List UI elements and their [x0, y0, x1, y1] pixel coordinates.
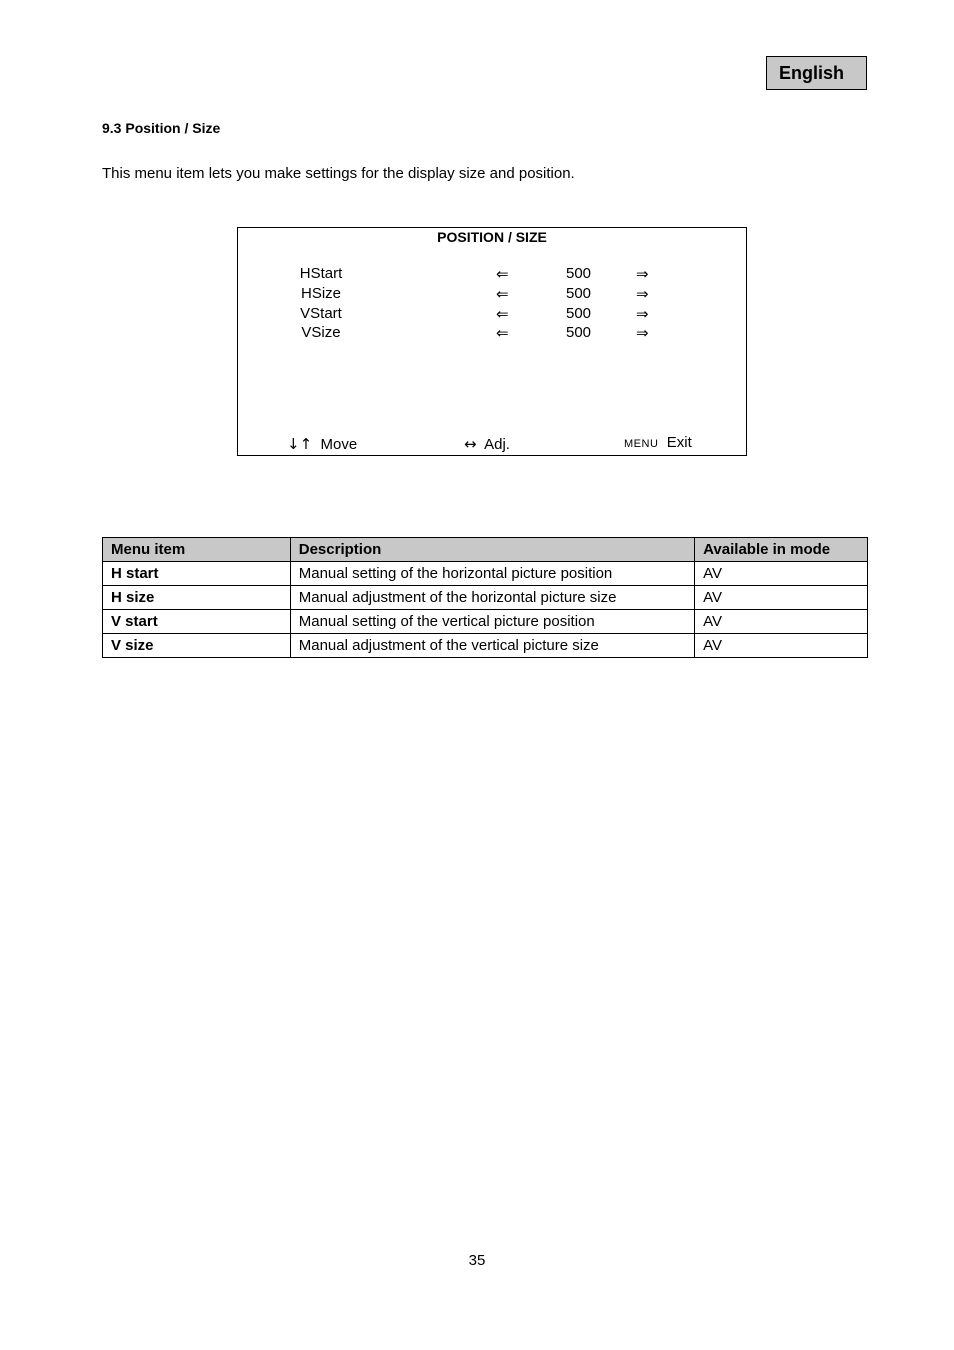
osd-row-value: 500 [566, 285, 592, 302]
right-arrow-icon: ⇒ [636, 324, 649, 342]
mode-cell: AV [695, 634, 868, 658]
osd-row-value: 500 [566, 265, 592, 282]
description-cell: Manual setting of the vertical picture position [290, 610, 694, 634]
up-down-arrow-icon: ↓↑ [287, 435, 313, 453]
osd-row-label: HSize [300, 285, 341, 302]
description-cell: Manual adjustment of the horizontal picture size [290, 586, 694, 610]
osd-row-label: VSize [301, 324, 341, 341]
intro-text: This menu item lets you make settings for the display size and position. [102, 165, 575, 182]
left-arrow-icon: ⇐ [496, 305, 509, 323]
osd-menu-panel [237, 227, 747, 456]
exit-label: Exit [666, 434, 692, 451]
left-right-arrow-icon: ↔ [464, 435, 477, 453]
language-badge: English [766, 56, 867, 90]
osd-row-value: 500 [566, 324, 592, 341]
left-arrow-icon: ⇐ [496, 324, 509, 342]
osd-title: POSITION / SIZE [437, 229, 547, 245]
osd-move-hint [287, 435, 357, 453]
osd-row-label: VStart [300, 305, 342, 322]
adjust-label: Adj. [484, 436, 510, 453]
page-number: 35 [468, 1252, 486, 1269]
mode-cell: AV [695, 610, 868, 634]
menu-item-cell: V start [103, 610, 291, 634]
section-title: 9.3 Position / Size [102, 120, 221, 136]
osd-footer [238, 435, 746, 455]
right-arrow-icon: ⇒ [636, 285, 649, 303]
osd-row-vstart [238, 305, 746, 325]
osd-adjust-hint [464, 435, 510, 453]
osd-row-hsize [238, 285, 746, 305]
menu-item-cell: H start [103, 562, 291, 586]
column-header-mode: Available in mode [695, 538, 868, 562]
osd-row-hstart [238, 265, 746, 285]
menu-item-table [102, 537, 868, 658]
right-arrow-icon: ⇒ [636, 265, 649, 283]
table-row [103, 610, 868, 634]
description-cell: Manual adjustment of the vertical picture size [290, 634, 694, 658]
description-cell: Manual setting of the horizontal picture position [290, 562, 694, 586]
left-arrow-icon: ⇐ [496, 265, 509, 283]
column-header-menu-item: Menu item [103, 538, 291, 562]
column-header-description: Description [290, 538, 694, 562]
table-row [103, 562, 868, 586]
mode-cell: AV [695, 586, 868, 610]
menu-item-cell: H size [103, 586, 291, 610]
right-arrow-icon: ⇒ [636, 305, 649, 323]
move-label: Move [320, 436, 358, 453]
mode-cell: AV [695, 562, 868, 586]
left-arrow-icon: ⇐ [496, 285, 509, 303]
osd-exit-hint [624, 434, 692, 451]
osd-row-value: 500 [566, 305, 592, 322]
osd-row-label: HStart [299, 265, 343, 282]
table-row [103, 586, 868, 610]
menu-key-label: MENU [624, 438, 659, 450]
table-row [103, 634, 868, 658]
menu-item-cell: V size [103, 634, 291, 658]
osd-row-vsize [238, 324, 746, 344]
table-header-row [103, 538, 868, 562]
